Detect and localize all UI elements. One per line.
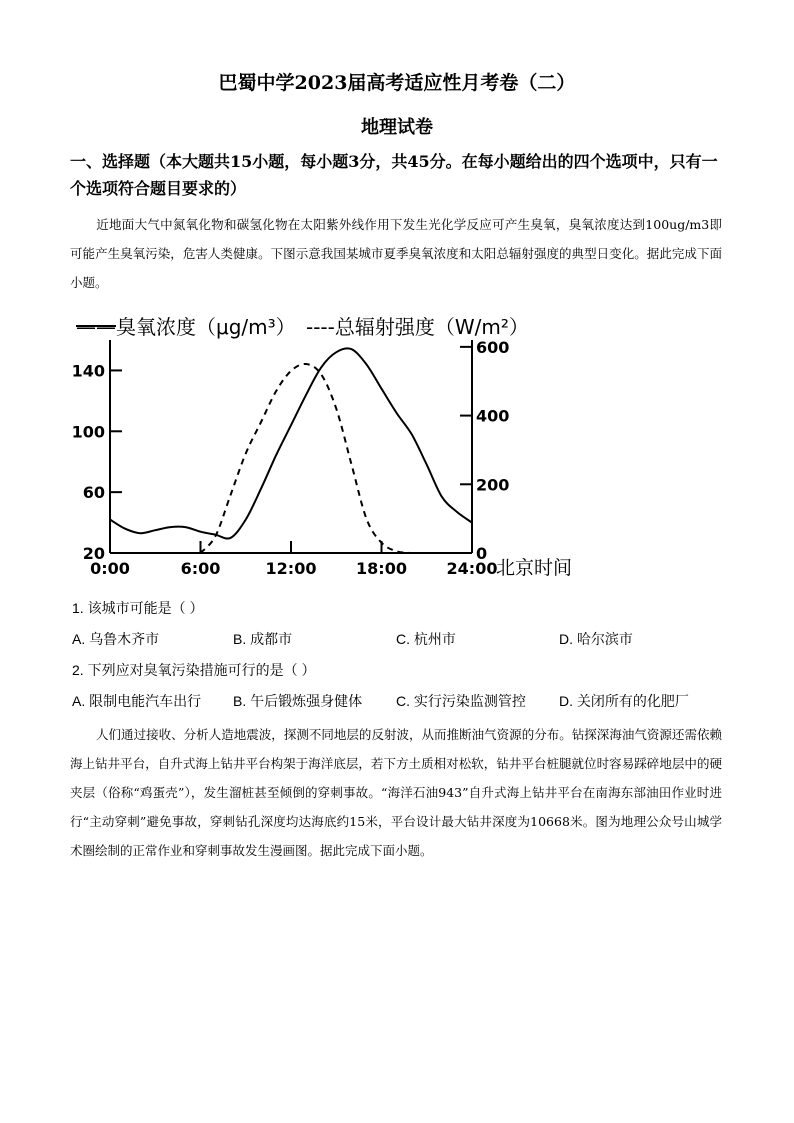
q1-option-c[interactable]: C. 杭州市 <box>396 631 456 647</box>
legend-radiation-label: ----总辐射强度（W/m²） <box>306 315 529 339</box>
x-tick-label-0: 0:00 <box>90 559 130 578</box>
left-tick-label-1: 60 <box>82 483 105 503</box>
left-tick-label-3: 140 <box>71 361 105 381</box>
right-tick-label-0: 0 <box>476 544 488 563</box>
question-1-stem: 1. 该城市可能是（ ） <box>72 600 204 616</box>
q2-option-b[interactable]: B. 午后锻炼强身健体 <box>233 693 363 709</box>
ozone-concentration-line <box>110 348 472 538</box>
page-title: 巴蜀中学2023届高考适应性月考卷（二） <box>218 72 576 94</box>
section-heading: 一、选择题（本大题共15小题，每小题3分，共45分。在每小题给出的四个选项中，只有一个选项符合题目要求的） <box>70 152 718 198</box>
x-tick-label-3: 18:00 <box>356 559 407 578</box>
q1-option-d[interactable]: D. 哈尔滨市 <box>559 631 633 647</box>
passage-2-text: 人们通过接收、分析人造地震波，探测不同地层的反射波，从而推断油气资源的分布。钻探深海油气资源还需依赖海上钻井平台，自升式海上钻井平台构架于海洋底层，若下方土质相对松软，钻井平台桩腿就位时容易踩碎地层中的硬夹层（俗称“鸡蛋壳”），发生溜桩甚至倾倒的穿刺事故。“海洋石油943”自升式海上钻井平台在南海东部油田作业时进行“主动穿刺”避免事故，穿刺钻孔深度均达海底约15米，平台设计最大钻井深度为10668米。图为地理公众号山城学术圈绘制的正常作业和穿刺事故发生漫画图。据此完成下面小题。 <box>70 727 722 858</box>
passage-1 <box>70 210 722 297</box>
x-tick-label-4: 24:00 <box>446 559 498 578</box>
q2-option-a[interactable]: A. 限制电能汽车出行 <box>72 693 202 709</box>
left-tick-label-2: 100 <box>71 422 105 442</box>
left-tick-label-0: 20 <box>82 544 105 563</box>
x-tick-label-1: 6:00 <box>180 559 221 578</box>
q2-option-d[interactable]: D. 关闭所有的化肥厂 <box>559 693 689 709</box>
right-tick-label-3: 600 <box>476 337 510 357</box>
x-axis-label: 北京时间 <box>496 557 573 579</box>
question-2-stem: 2. 下列应对臭氧污染措施可行的是（ ） <box>72 662 316 678</box>
right-tick-label-2: 400 <box>476 406 510 426</box>
right-tick-label-1: 200 <box>476 475 510 495</box>
total-radiation-line <box>201 364 412 553</box>
q1-option-b[interactable]: B. 成都市 <box>233 631 293 647</box>
page-subtitle: 地理试卷 <box>361 117 433 138</box>
legend-ozone-label: ——臭氧浓度（μg/m³） <box>76 315 296 339</box>
q1-option-a[interactable]: A. 乌鲁木齐市 <box>72 631 160 647</box>
passage-2 <box>70 720 722 865</box>
q2-option-c[interactable]: C. 实行污染监测管控 <box>396 693 526 709</box>
ozone-radiation-chart <box>66 310 600 585</box>
passage-1-text: 近地面大气中氮氧化物和碳氢化物在太阳紫外线作用下发生光化学反应可产生臭氧，臭氧浓度达到100ug/m3即可能产生臭氧污染，危害人类健康。下图示意我国某城市夏季臭氧浓度和太阳总辐射强度的典型日变化。据此完成下面小题。 <box>70 217 722 290</box>
x-tick-label-2: 12:00 <box>265 559 317 578</box>
